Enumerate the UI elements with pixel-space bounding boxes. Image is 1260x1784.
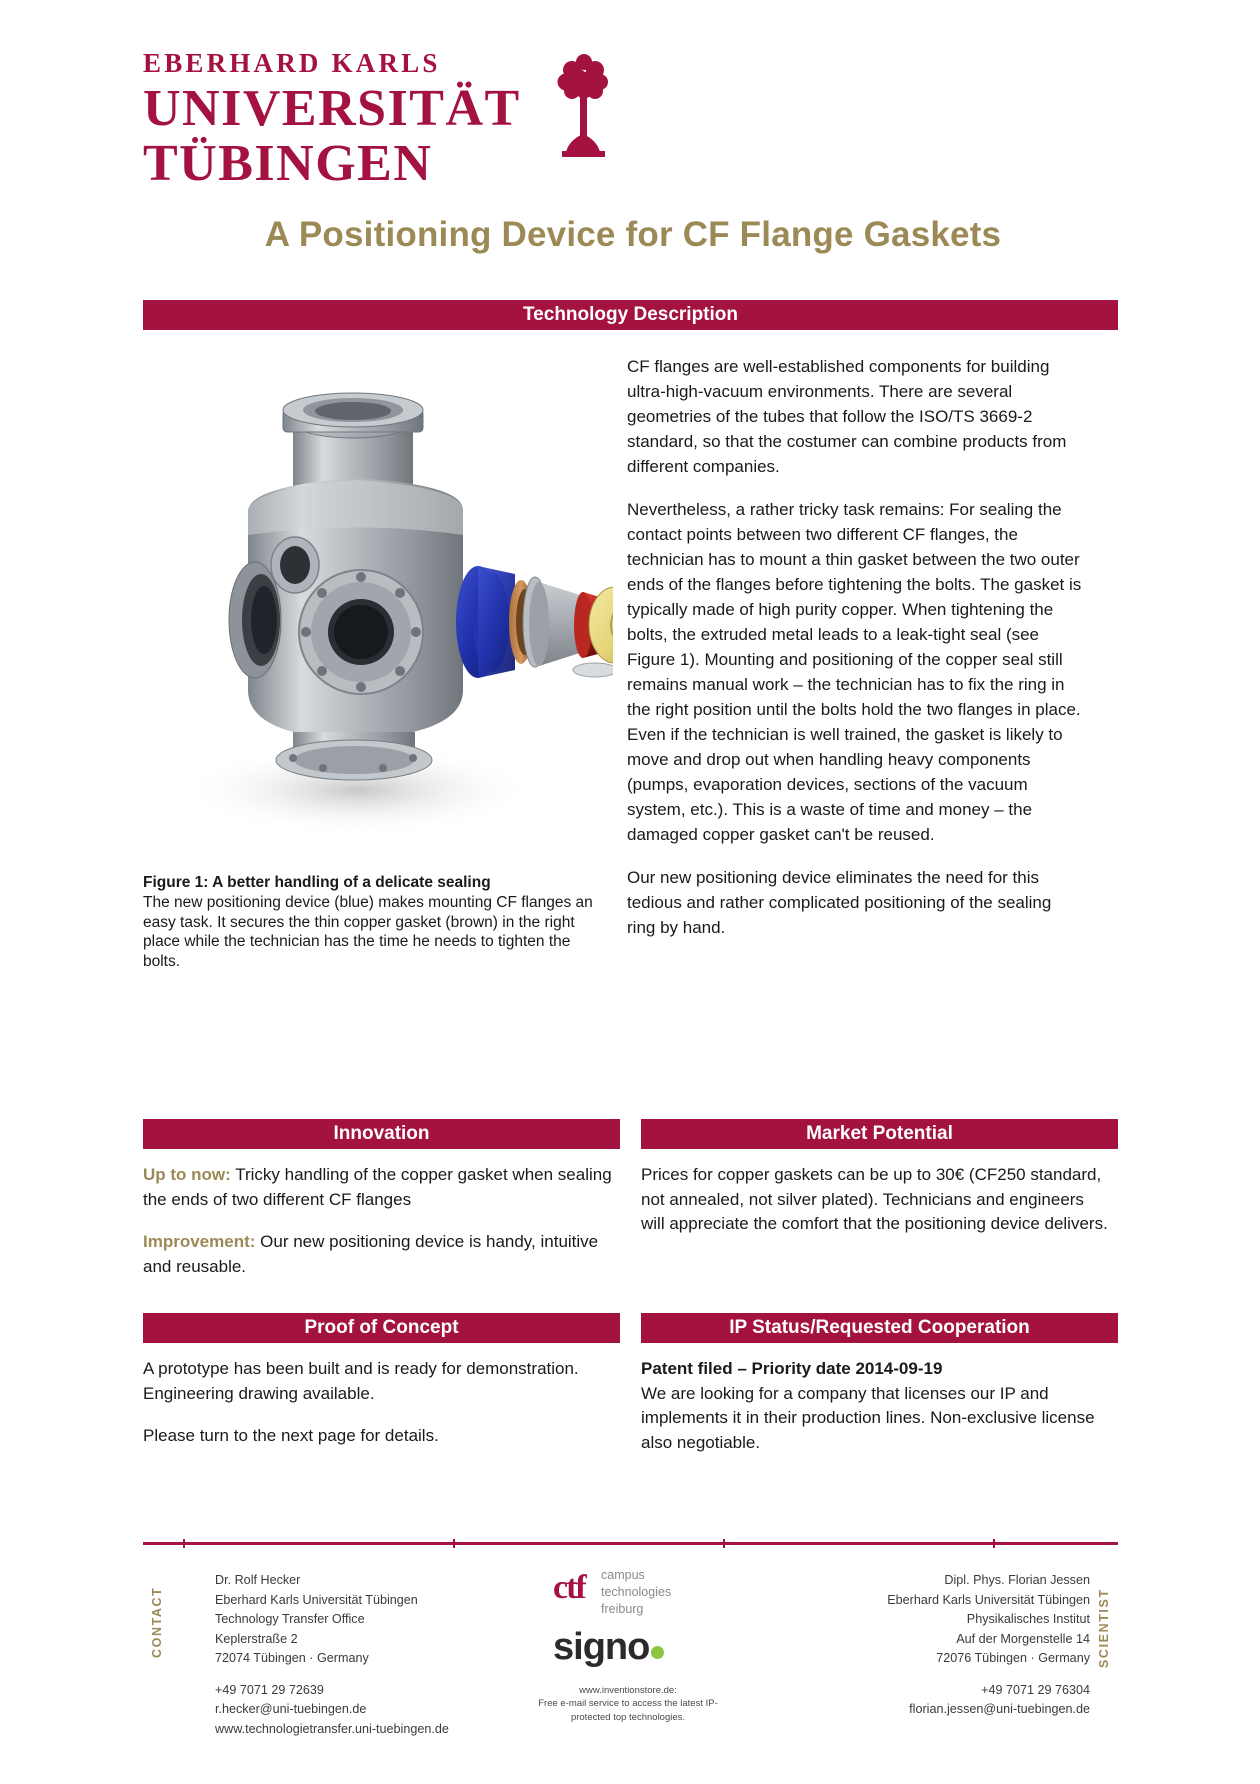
university-line2: UNIVERSITÄT	[143, 80, 521, 137]
contact-details	[215, 1571, 545, 1739]
page-title: A Positioning Device for CF Flange Gaskets	[264, 215, 1002, 254]
poc-text-1: A prototype has been built and is ready for demonstration. Engineering drawing available.	[143, 1359, 579, 1403]
ip-status-body	[641, 1357, 1111, 1456]
ctf-logo	[553, 1565, 703, 1617]
contact-name: Dr. Rolf Hecker	[215, 1573, 301, 1587]
scientist-org1: Eberhard Karls Universität Tübingen	[887, 1592, 1090, 1607]
market-potential-text: Prices for copper gaskets can be up to 30€ (CF250 standard, not annealed, not silver plated). Technicians and engineers will appreciate the comfort that the positioning device delivers.	[641, 1165, 1108, 1234]
scientist-phone: +49 7071 29 76304	[981, 1682, 1090, 1697]
signo-dot-icon	[651, 1646, 664, 1659]
university-line3: TÜBINGEN	[143, 135, 433, 193]
scientist-city: 72076 Tübingen · Germany	[936, 1651, 1090, 1666]
proof-of-concept-body	[143, 1357, 613, 1449]
university-line1: EBERHARD KARLS	[143, 48, 441, 78]
scientist-name: Dipl. Phys. Florian Jessen	[944, 1573, 1090, 1587]
innovation-text-improvement: Our new positioning device is handy, intuitive and reusable.	[143, 1232, 599, 1276]
section-header-market-potential: Market Potential	[641, 1119, 1118, 1149]
contact-city: 72074 Tübingen · Germany	[215, 1651, 369, 1666]
tech-paragraph-3: Our new positioning device eliminates the need for this tedious and rather complicated positioning of the sealing ring by hand.	[627, 867, 1052, 937]
signo-wordmark: sign	[553, 1626, 628, 1668]
ctf-line3: freiburg	[601, 1601, 644, 1616]
ctf-line1: campus	[601, 1568, 645, 1582]
signo-sub-line3: protected top technologies.	[570, 1711, 686, 1723]
scientist-org2: Physikalisches Institut	[966, 1612, 1090, 1627]
innovation-improvement	[143, 1230, 613, 1279]
ip-status-text	[641, 1357, 1111, 1456]
spacer	[215, 1669, 545, 1681]
contact-label: CONTACT	[150, 1586, 164, 1658]
signo-logo	[553, 1628, 703, 1674]
section-header-proof-of-concept: Proof of Concept	[143, 1313, 620, 1343]
tech-paragraph-2: Nevertheless, a rather tricky task remains: For sealing the contact points between two different CF flanges, the technician has to mount a thin gasket between the two outer ends of the flanges before tightening the bolts. The gasket is typically made of high purity copper. When tightening the bolts, the extruded metal leads to a leak-tight seal (see Figure 1). Mounting and positioning of the copper seal still remains manual work – the technician has to fix the ring in the right position until the bolts hold the two flanges in place. Even if the technician is well trained, the gasket is likely to move and drop out when handling heavy components (pumps, evaporation devices, sections of the vacuum system, etc.). This is a waste of time and money – the damaged copper gasket can't be reused.	[627, 499, 1082, 844]
ip-status-detail: We are looking for a company that licenses our IP and implements it in their production lines. Non-exclusive license also negotiable.	[641, 1383, 1095, 1452]
innovation-up-to-now	[143, 1163, 613, 1212]
technology-description-body	[627, 355, 1082, 941]
innovation-body	[143, 1163, 613, 1280]
market-potential-body	[641, 1163, 1111, 1237]
spacer	[740, 1669, 1090, 1681]
ctf-mark: ctf	[553, 1569, 585, 1606]
figure-1-image	[143, 360, 613, 860]
ctf-wordmark	[601, 1567, 671, 1618]
footer-divider	[143, 1542, 1118, 1545]
contact-org2: Technology Transfer Office	[215, 1612, 365, 1627]
innovation-label-improvement: Improvement:	[143, 1232, 256, 1252]
signo-subtext	[518, 1684, 738, 1724]
contact-email[interactable]: r.hecker@uni-tuebingen.de	[215, 1702, 367, 1717]
contact-street: Keplerstraße 2	[215, 1631, 298, 1646]
contact-phone: +49 7071 29 72639	[215, 1682, 324, 1697]
innovation-text-up-to-now: Tricky handling of the copper gasket when sealing the ends of two different CF flanges	[143, 1165, 612, 1209]
signo-last-letter: o	[627, 1626, 650, 1668]
tree-logo-icon	[548, 48, 618, 166]
innovation-label-up-to-now: Up to now:	[143, 1165, 231, 1184]
section-header-ip-status: IP Status/Requested Cooperation	[641, 1313, 1118, 1343]
signo-sub-line2: Free e-mail service to access the latest IP-	[538, 1698, 718, 1710]
contact-org1: Eberhard Karls Universität Tübingen	[215, 1592, 418, 1607]
divider-tick	[183, 1539, 185, 1548]
divider-tick	[993, 1539, 995, 1548]
divider-tick	[723, 1539, 725, 1548]
section-header-technology-description: Technology Description	[143, 300, 1118, 330]
ctf-line2: technologies	[601, 1584, 672, 1599]
figure-caption	[143, 873, 595, 972]
scientist-street: Auf der Morgenstelle 14	[956, 1631, 1090, 1646]
poc-text-2: Please turn to the next page for details.	[143, 1426, 439, 1446]
section-header-innovation: Innovation	[143, 1119, 620, 1149]
contact-website[interactable]: www.technologietransfer.uni-tuebingen.de	[215, 1721, 449, 1736]
figure-caption-text: The new positioning device (blue) makes mounting CF flanges an easy task. It secures the thin copper gasket (brown) in the right place while the technician has the time he needs to tighten the bolts.	[143, 893, 593, 971]
ip-status-bold-line: Patent filed – Priority date 2014-09-19	[641, 1359, 943, 1378]
figure-caption-title: Figure 1: A better handling of a delicate sealing	[143, 874, 491, 891]
tech-paragraph-1: CF flanges are well-established components for building ultra-high-vacuum environments. There are several geometries of the tubes that follow the ISO/TS 3669-2 standard, so that the costumer can combine products from different companies.	[627, 357, 1067, 476]
scientist-label: SCIENTIST	[1097, 1588, 1111, 1668]
scientist-email[interactable]: florian.jessen@uni-tuebingen.de	[909, 1702, 1090, 1717]
divider-tick	[453, 1539, 455, 1548]
signo-sub-line1: www.inventionstore.de:	[579, 1685, 677, 1696]
scientist-details	[740, 1571, 1090, 1720]
